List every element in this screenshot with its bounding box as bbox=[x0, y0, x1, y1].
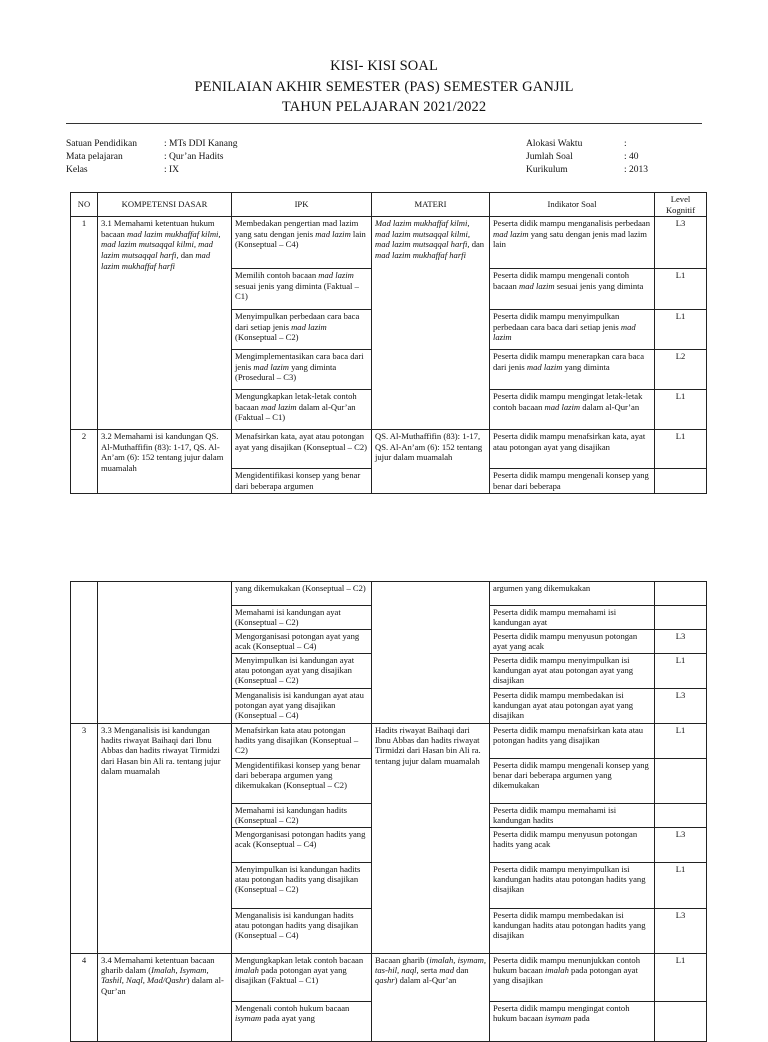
ipk-text-italic: isymam bbox=[235, 1013, 262, 1024]
ipk-text: Menyimpulkan perbedaan cara baca dari setiap jenis bbox=[235, 311, 360, 332]
kd-text-italic: Imalah, Isymam, Tashil, Naql, Mad/Qashr bbox=[101, 965, 209, 986]
kompetensi-dasar-cell: 3.3 Menganalisis isi kandungan hadits riwayat Baihaqi dari Ibnu Abbas dan hadits riwayat Tirmidzi dari Hasan bin Ali ra. tentang jujur dalam muamalah bbox=[98, 724, 232, 954]
ipk-cell bbox=[232, 269, 372, 310]
ipk-cell: Menafsirkan kata atau potongan hadits yang disajikan (Konseptual – C2) bbox=[232, 724, 372, 759]
col-header-level-kognitif: Level Kognitif bbox=[655, 193, 707, 217]
header-divider bbox=[66, 123, 702, 124]
level-cell: L1 bbox=[655, 654, 707, 689]
indikator-text: yang diminta bbox=[562, 361, 610, 372]
row-number: 2 bbox=[71, 430, 98, 494]
level-cell: L1 bbox=[655, 269, 707, 310]
table-row bbox=[71, 430, 707, 469]
ipk-text: Membedakan pengertian mad lazim yang satu dengan jenis bbox=[235, 218, 359, 239]
ipk-text-italic: mad lazim bbox=[261, 401, 297, 412]
info-label: Jumlah Soal bbox=[526, 152, 573, 162]
level-cell bbox=[655, 804, 707, 828]
info-label: Alokasi Waktu bbox=[526, 139, 583, 149]
kd-text: 3.4 Memahami ketentuan bacaan gharib dalam ( bbox=[101, 955, 215, 976]
ipk-text: Mengungkapkan letak contoh bacaan bbox=[235, 955, 364, 965]
info-left bbox=[66, 138, 237, 177]
indikator-text: Peserta didik mampu menganalisis perbedaan bbox=[493, 218, 651, 229]
indikator-text: pada potongan ayat yang disajikan bbox=[493, 965, 638, 986]
level-cell: L1 bbox=[655, 863, 707, 909]
ipk-text: Mengenali contoh hukum bacaan bbox=[235, 1003, 350, 1013]
materi-cell bbox=[372, 954, 490, 1042]
indikator-cell: Peserta didik mampu memahami isi kandungan ayat bbox=[490, 606, 655, 630]
indikator-text: Peserta didik mampu mengingat letak-letak contoh bacaan bbox=[493, 391, 643, 412]
ipk-cell: Memahami isi kandungan hadits (Konseptual – C2) bbox=[232, 804, 372, 828]
ipk-text: Mengimplementasikan cara baca dari jenis bbox=[235, 351, 364, 372]
info-value: : Qur’an Hadits bbox=[164, 152, 224, 162]
table-row bbox=[71, 724, 707, 759]
materi-text: ) dalam al-Qur’an bbox=[394, 975, 457, 986]
info-value: : MTs DDI Kanang bbox=[164, 139, 238, 149]
indikator-text: dalam al-Qur’an bbox=[580, 401, 640, 412]
indikator-cell: Peserta didik mampu menafsirkan kata, ayat atau potongan ayat yang disajikan bbox=[490, 430, 655, 469]
info-row bbox=[526, 151, 648, 164]
level-cell bbox=[655, 469, 707, 494]
ipk-cell: yang dikemukakan (Konseptual – C2) bbox=[232, 582, 372, 606]
ipk-cell: Mengorganisasi potongan ayat yang acak (Konseptual – C4) bbox=[232, 630, 372, 654]
col-header-materi: MATERI bbox=[372, 193, 490, 217]
col-header-ipk: IPK bbox=[232, 193, 372, 217]
col-header-kompetensi-dasar: KOMPETENSI DASAR bbox=[98, 193, 232, 217]
materi-cell bbox=[372, 582, 490, 724]
ipk-text: lain (Konseptual – C4) bbox=[235, 228, 366, 250]
document-subtitle: PENILAIAN AKHIR SEMESTER (PAS) SEMESTER GANJIL bbox=[194, 79, 574, 95]
ipk-text: dalam al-Qur’an (Faktual – C1) bbox=[235, 401, 356, 423]
indikator-cell bbox=[490, 269, 655, 310]
level-cell bbox=[655, 759, 707, 804]
level-cell: L1 bbox=[655, 310, 707, 350]
indikator-cell bbox=[490, 954, 655, 1002]
materi-text-italic: qashr bbox=[375, 975, 395, 986]
table-row bbox=[71, 582, 707, 606]
ipk-cell: Mengorganisasi potongan hadits yang acak (Konseptual – C4) bbox=[232, 828, 372, 863]
ipk-text: pada potongan ayat yang disajikan (Faktual – C1) bbox=[235, 965, 347, 986]
table-row bbox=[71, 217, 707, 269]
ipk-cell bbox=[232, 217, 372, 269]
row-number bbox=[71, 582, 98, 724]
table-row bbox=[71, 954, 707, 1002]
info-row bbox=[66, 151, 237, 164]
ipk-cell: Mengidentifikasi konsep yang benar dari beberapa argumen yang dikemukakan (Konseptual – C2) bbox=[232, 759, 372, 804]
ipk-text: pada ayat yang bbox=[261, 1013, 315, 1024]
indikator-text: Peserta didik mampu mengenali contoh bacaan bbox=[493, 270, 630, 291]
kd-text-italic: mad lazim mukhaffaf kilmi, mad lazim mutsaqqal kilmi, mad lazim mutsaqqal harfi, bbox=[101, 228, 221, 260]
indikator-cell: argumen yang dikemukakan bbox=[490, 582, 655, 606]
indikator-text-italic: mad lazim bbox=[493, 228, 529, 239]
ipk-cell: Memahami isi kandungan ayat (Konseptual – C2) bbox=[232, 606, 372, 630]
ipk-cell: Menafsirkan kata, ayat atau potongan ayat yang disajikan (Konseptual – C2) bbox=[232, 430, 372, 469]
indikator-cell bbox=[490, 1002, 655, 1042]
indikator-cell: Peserta didik mampu menyimpulkan isi kandungan hadits atau potongan hadits yang disajikan bbox=[490, 863, 655, 909]
level-cell: L1 bbox=[655, 954, 707, 1002]
indikator-cell: Peserta didik mampu menafsirkan kata atau potongan hadits yang disajikan bbox=[490, 724, 655, 759]
indikator-text: Peserta didik mampu menyimpulkan perbedaan cara baca dari setiap jenis bbox=[493, 311, 621, 332]
ipk-cell bbox=[232, 1002, 372, 1042]
kisi-table-page2 bbox=[70, 581, 707, 1042]
materi-cell bbox=[372, 217, 490, 430]
ipk-cell bbox=[232, 390, 372, 430]
info-label: Satuan Pendidikan bbox=[66, 139, 137, 149]
level-cell bbox=[655, 606, 707, 630]
level-cell: L1 bbox=[655, 430, 707, 469]
kd-text: dan bbox=[178, 249, 196, 260]
indikator-cell bbox=[490, 310, 655, 350]
info-value: : 2013 bbox=[624, 165, 649, 175]
indikator-cell: Peserta didik mampu mengenali konsep yang benar dari beberapa argumen yang dikemukakan bbox=[490, 759, 655, 804]
row-number: 3 bbox=[71, 724, 98, 954]
indikator-text: yang satu dengan jenis mad lazim lain bbox=[493, 228, 647, 250]
indikator-cell: Peserta didik mampu memahami isi kandungan hadits bbox=[490, 804, 655, 828]
ipk-text: yang diminta (Prosedural – C3) bbox=[235, 361, 337, 383]
ipk-cell: Mengidentifikasi konsep yang benar dari beberapa argumen bbox=[232, 469, 372, 494]
info-row bbox=[526, 164, 648, 177]
materi-text-italic: Mad lazim mukhaffaf kilmi, mad lazim mutsaqqal kilmi, mad lazim mutsaqqal harfi, bbox=[375, 218, 471, 250]
info-row bbox=[526, 138, 648, 151]
indikator-cell: Peserta didik mampu mengenali konsep yang benar dari beberapa bbox=[490, 469, 655, 494]
indikator-text-italic: mad lazim bbox=[526, 361, 563, 372]
level-cell: L3 bbox=[655, 828, 707, 863]
indikator-text: sesuai jenis yang diminta bbox=[554, 280, 644, 291]
indikator-cell bbox=[490, 390, 655, 430]
info-label: Kelas bbox=[66, 165, 88, 175]
level-cell: L2 bbox=[655, 350, 707, 390]
ipk-text: Mengungkapkan letak-letak contoh bacaan bbox=[235, 391, 357, 412]
ipk-text-italic: mad lazim bbox=[253, 361, 289, 372]
level-cell: L1 bbox=[655, 390, 707, 430]
materi-cell: Hadits riwayat Baihaqi dari Ibnu Abbas dan hadits riwayat Tirmidzi dari Hasan bin Ali ra. tentang jujur dalam muamalah bbox=[372, 724, 490, 954]
level-cell bbox=[655, 1002, 707, 1042]
ipk-cell bbox=[232, 350, 372, 390]
col-header-no: NO bbox=[71, 193, 98, 217]
info-label: Kurikulum bbox=[526, 165, 568, 175]
ipk-cell: Menganalisis isi kandungan hadits atau potongan hadits yang disajikan (Konseptual – C4) bbox=[232, 909, 372, 954]
materi-text-italic: mad lazim mukhaffaf harfi bbox=[375, 249, 466, 260]
ipk-text-italic: mad lazim bbox=[315, 228, 351, 239]
indikator-cell: Peserta didik mampu menyusun potongan ayat yang acak bbox=[490, 630, 655, 654]
materi-text: dan bbox=[469, 239, 485, 250]
info-row bbox=[66, 138, 237, 151]
ipk-text-italic: mad lazim bbox=[318, 270, 354, 281]
kompetensi-dasar-cell bbox=[98, 217, 232, 430]
materi-text: serta bbox=[418, 965, 440, 976]
materi-cell: QS. Al-Muthaffifin (83): 1-17, QS. Al-An’am (6): 152 tentang jujur dalam muamalah bbox=[372, 430, 490, 494]
ipk-text: sesuai jenis yang diminta (Faktual – C1) bbox=[235, 280, 359, 302]
ipk-text-italic: imalah bbox=[235, 965, 259, 976]
kd-text: ) dalam al-Qur’an bbox=[101, 975, 224, 996]
indikator-text: Peserta didik mampu menunjukkan contoh hukum bacaan bbox=[493, 955, 641, 976]
level-cell: L1 bbox=[655, 724, 707, 759]
indikator-text: Peserta didik mampu menerapkan cara baca dari jenis bbox=[493, 351, 645, 372]
materi-text: Bacaan gharib ( bbox=[375, 955, 430, 965]
info-row bbox=[66, 164, 237, 177]
row-number: 1 bbox=[71, 217, 98, 430]
row-number: 4 bbox=[71, 954, 98, 1042]
level-cell: L3 bbox=[655, 217, 707, 269]
indikator-text: Peserta didik mampu mengingat contoh hukum bacaan bbox=[493, 1003, 630, 1024]
info-value: : bbox=[624, 139, 627, 149]
kisi-table-page1 bbox=[70, 192, 707, 494]
col-header-indikator-soal: Indikator Soal bbox=[490, 193, 655, 217]
info-value: : IX bbox=[164, 165, 180, 175]
indikator-text-italic: mad lazim bbox=[519, 280, 555, 291]
ipk-cell: Menyimpulkan isi kandungan ayat atau potongan ayat yang disajikan (Konseptual – C2) bbox=[232, 654, 372, 689]
materi-text: dan bbox=[454, 965, 469, 976]
indikator-cell bbox=[490, 350, 655, 390]
kompetensi-dasar-cell: 3.2 Memahami isi kandungan QS. Al-Muthaffifin (83): 1-17, QS. Al-An’am (6): 152 tentang jujur dalam muamalah bbox=[98, 430, 232, 494]
indikator-cell: Peserta didik mampu membedakan isi kandungan ayat atau potongan ayat yang disajikan bbox=[490, 689, 655, 724]
ipk-cell: Menyimpulkan isi kandungan hadits atau potongan hadits yang disajikan (Konseptual – C2) bbox=[232, 863, 372, 909]
ipk-cell bbox=[232, 310, 372, 350]
info-value: : 40 bbox=[624, 152, 639, 162]
ipk-cell: Menganalisis isi kandungan ayat atau potongan ayat yang disajikan (Konseptual – C4) bbox=[232, 689, 372, 724]
materi-text-italic: mad bbox=[439, 965, 455, 976]
indikator-text-italic: mad lazim bbox=[544, 401, 581, 412]
ipk-text-italic: mad lazim bbox=[291, 321, 327, 332]
indikator-text: pada bbox=[571, 1013, 590, 1024]
ipk-text: Memilih contoh bacaan bbox=[235, 270, 319, 281]
level-cell bbox=[655, 582, 707, 606]
document-title: KISI- KISI SOAL bbox=[330, 58, 438, 74]
kd-text: 3.1 Memahami ketentuan hukum bacaan bbox=[101, 218, 215, 239]
indikator-text-italic: mad lazim bbox=[493, 321, 636, 343]
table-header-row bbox=[71, 193, 707, 217]
indikator-cell bbox=[490, 217, 655, 269]
materi-text-italic: imalah, isymam, tas-hil, naql, bbox=[375, 955, 486, 976]
ipk-text: (Konseptual – C2) bbox=[235, 332, 299, 343]
level-cell: L3 bbox=[655, 909, 707, 954]
kd-text-italic: mad lazim mukhaffaf harfi bbox=[101, 249, 211, 271]
info-right bbox=[526, 138, 648, 177]
level-cell: L3 bbox=[655, 689, 707, 724]
level-cell: L3 bbox=[655, 630, 707, 654]
indikator-text-italic: isymam bbox=[545, 1013, 572, 1024]
kompetensi-dasar-cell bbox=[98, 954, 232, 1042]
indikator-text-italic: imalah bbox=[545, 965, 569, 976]
document-year: TAHUN PELAJARAN 2021/2022 bbox=[281, 99, 487, 115]
indikator-cell: Peserta didik mampu menyimpulkan isi kandungan ayat atau potongan ayat yang disajikan bbox=[490, 654, 655, 689]
indikator-cell: Peserta didik mampu menyusun potongan hadits yang acak bbox=[490, 828, 655, 863]
ipk-cell bbox=[232, 954, 372, 1002]
kompetensi-dasar-cell bbox=[98, 582, 232, 724]
indikator-cell: Peserta didik mampu membedakan isi kandungan hadits atau potongan hadits yang disajikan bbox=[490, 909, 655, 954]
info-label: Mata pelajaran bbox=[66, 152, 123, 162]
